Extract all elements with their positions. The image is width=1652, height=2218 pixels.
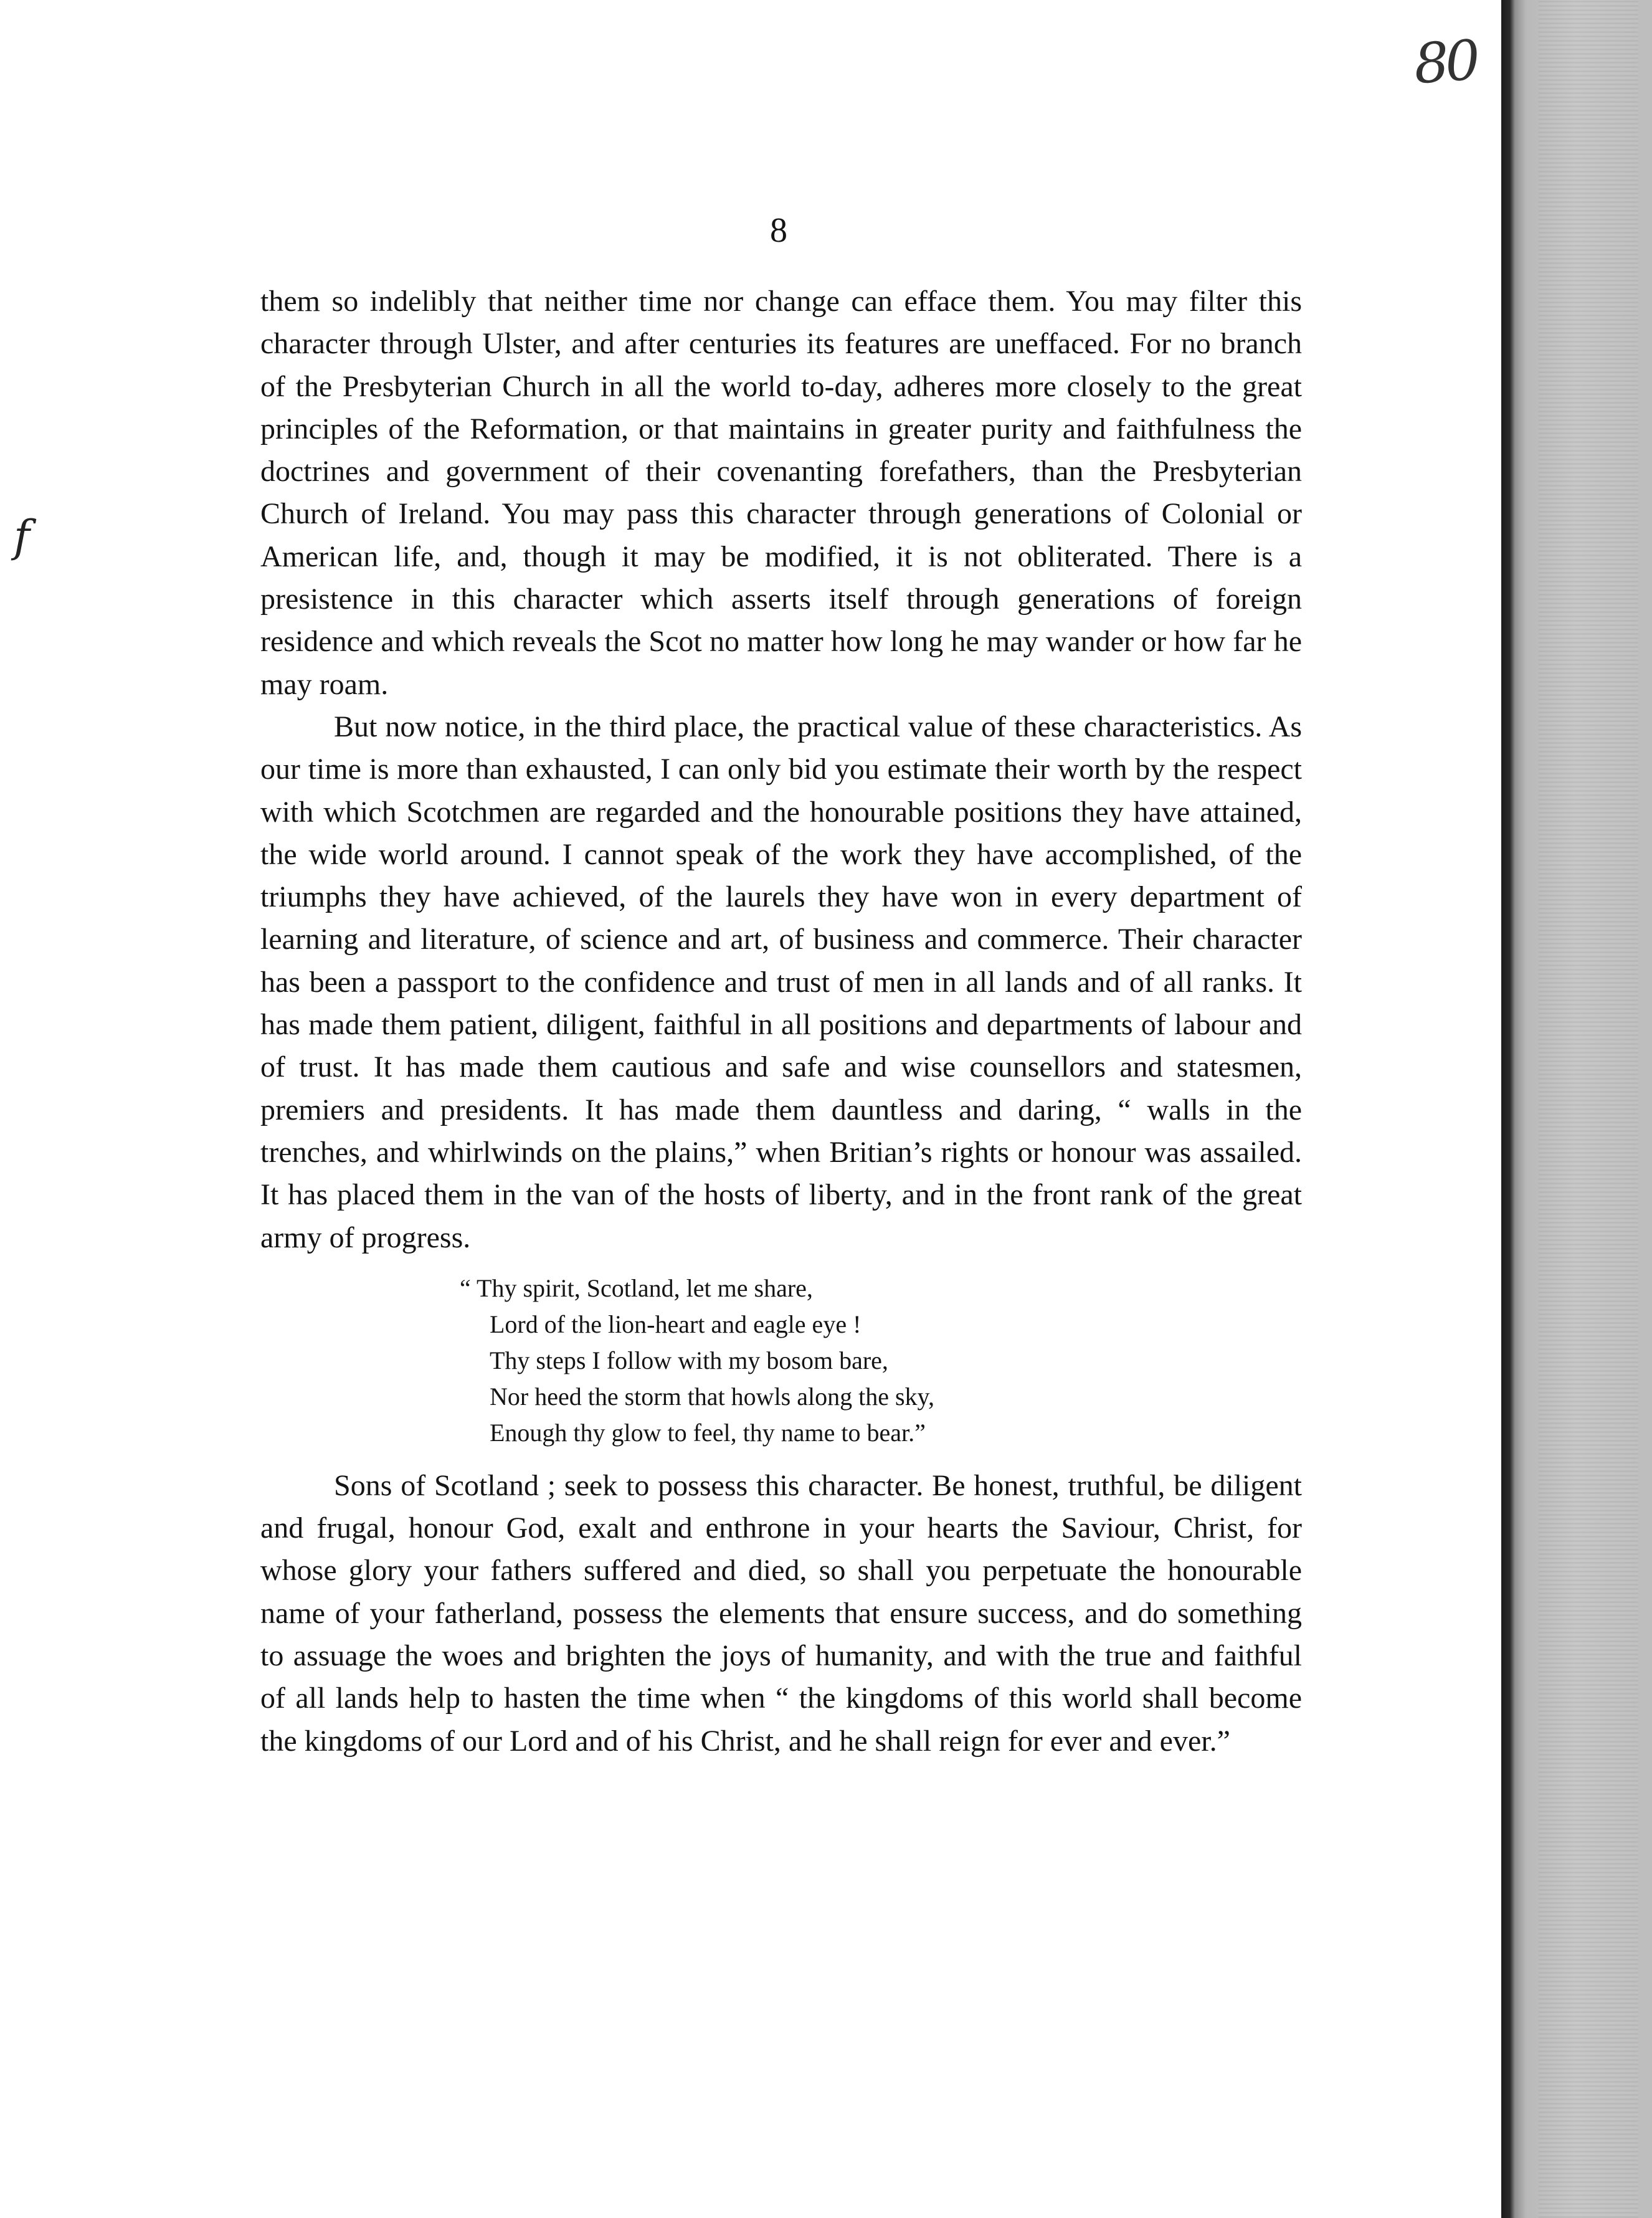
page-number: 8 bbox=[770, 211, 787, 250]
margin-mark: 𝑓 bbox=[14, 513, 30, 561]
verse-line: Thy steps I follow with my bosom bare, bbox=[490, 1346, 888, 1374]
verse-line: Enough thy glow to feel, thy name to bear.” bbox=[490, 1418, 926, 1447]
verse-line: Lord of the lion-heart and eagle eye ! bbox=[490, 1310, 862, 1338]
verse-quotation bbox=[460, 1270, 1302, 1451]
scanner-margin bbox=[1412, 0, 1652, 2218]
handwritten-folio-number: 80 bbox=[1412, 27, 1479, 97]
paragraph-continuation: them so indelibly that neither time nor change can efface them. You may filter this character through Ulster, and after centuries its features are uneffaced. For no branch of the Presbyterian Church in all the world to-day, adheres more closely to the great principles of the Reformation, or that maintains in greater purity and faithfulness the doctrines and government of their covenanting forefathers, than the Presbyterian Church of Ireland. You may pass this character through generations of Colonial or American life, and, though it may be modified, it is not obliterated. There is a presistence in this character which asserts itself through generations of foreign residence and which reveals the Scot no matter how long he may wander or how far he may roam. bbox=[260, 285, 1302, 701]
paragraph-practical-value: But now notice, in the third place, the practical value of these characteristics. As our time is more than exhausted, I can only bid you estimate their worth by the respect with which Scotchmen are regarded and the honourable positions they have attained, the wide world around. I cannot speak of the work they have accomplished, of the triumphs they have achieved, of the laurels they have won in every department of learning and literature, of science and art, of business and commerce. Their character has been a passport to the confidence and trust of men in all lands and of all ranks. It has made them patient, diligent, faithful in all positions and departments of labour and of trust. It has made them cautious and safe and wise counsellors and statesmen, premiers and presidents. It has made them dauntless and daring, “ walls in the trenches, and whirlwinds on the plains,” when Britian’s rights or honour was assailed. It has placed them in the van of the hosts of liberty, and in the front rank of the great army of progress. bbox=[260, 710, 1302, 1254]
verse-line: “ Thy spirit, Scotland, let me share, bbox=[460, 1273, 813, 1302]
body-text bbox=[260, 280, 1302, 1763]
paragraph-sons-of-scotland: Sons of Scotland ; seek to possess this character. Be honest, truthful, be diligent and frugal, honour God, exalt and enthrone in your hearts the Saviour, Christ, for whose glory your fathers suffered and died, so shall you perpetuate the honourable name of your fatherland, possess the elements that ensure success, and do something to assuage the woes and brighten the joys of humanity, and with the true and faithful of all lands help to hasten the time when “ the kingdoms of this world shall become the kingdoms of our Lord and of his Christ, and he shall reign for ever and ever.” bbox=[260, 1468, 1302, 1758]
verse-line: Nor heed the storm that howls along the sky, bbox=[490, 1382, 934, 1411]
